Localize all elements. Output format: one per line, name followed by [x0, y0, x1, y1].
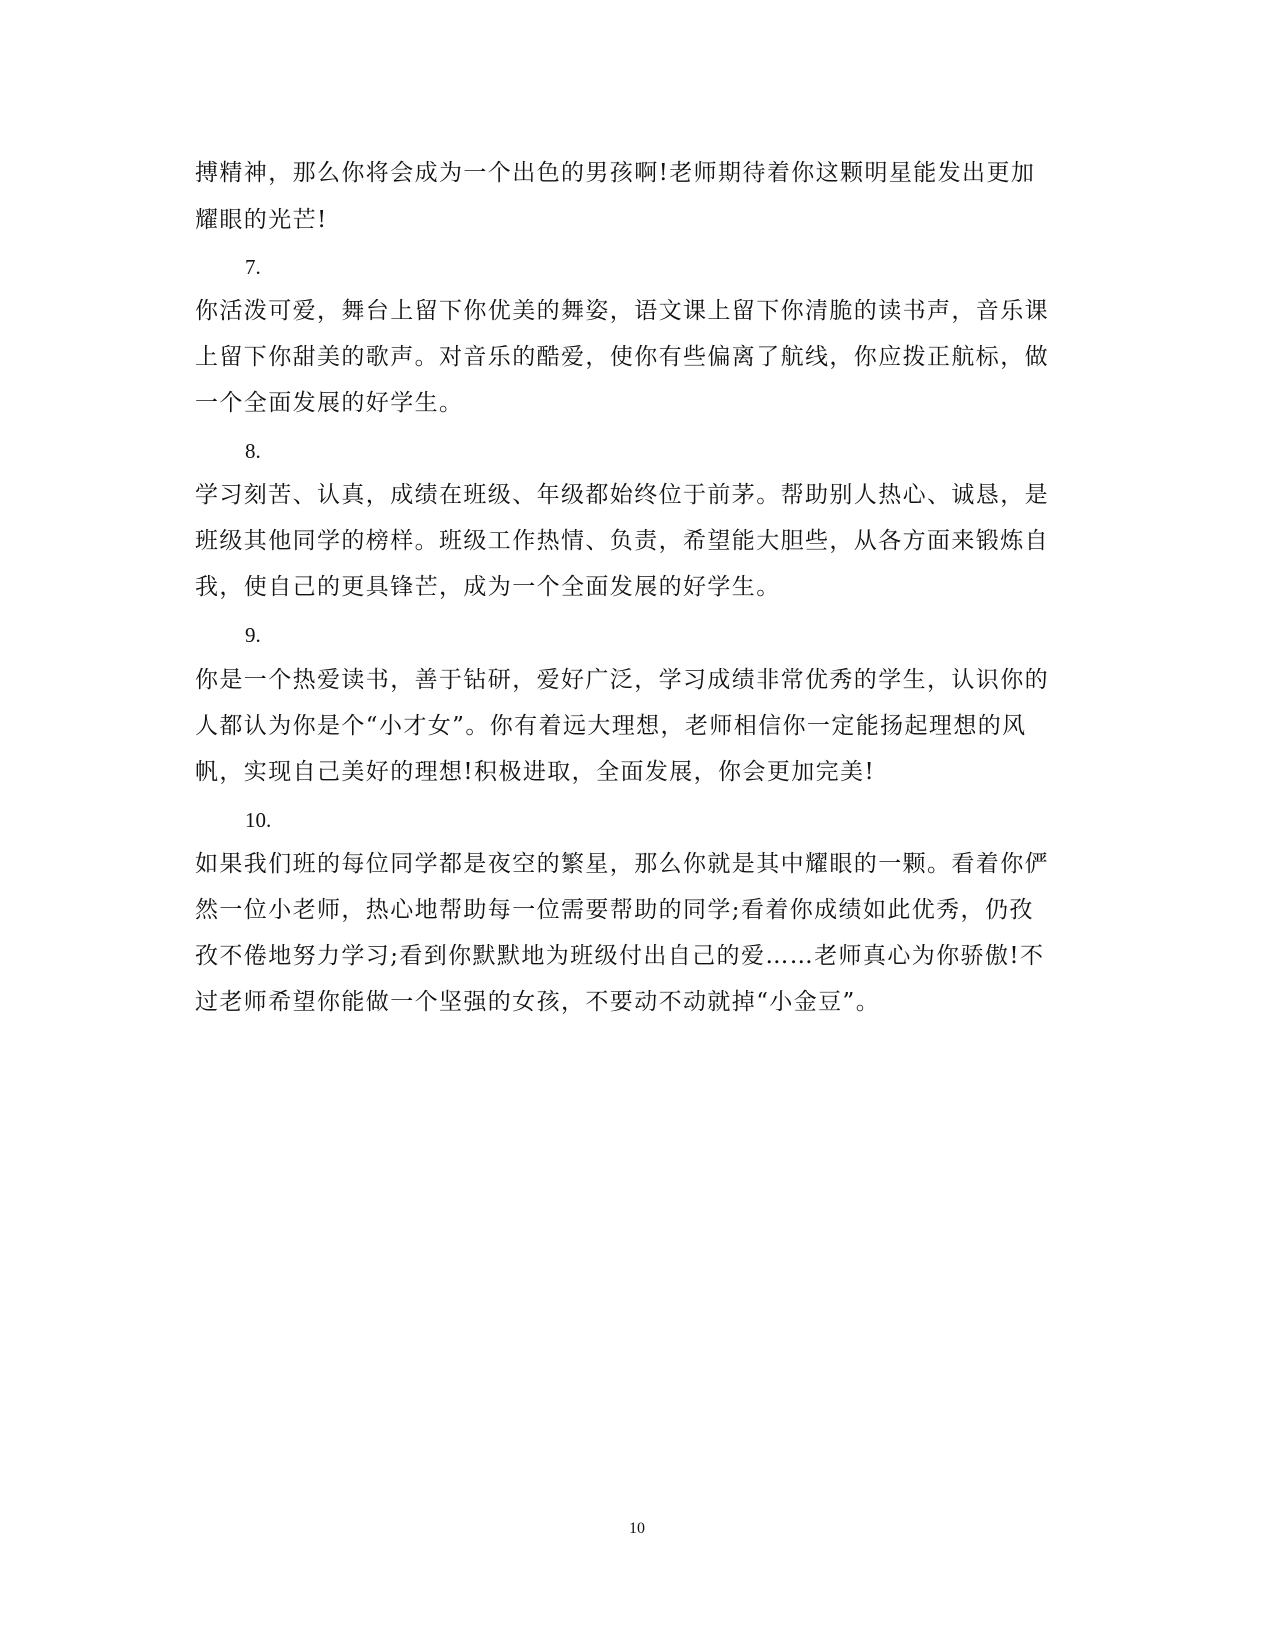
item-number: 10.: [245, 808, 272, 832]
text-line: 我，使自己的更具锋芒，成为一个全面发展的好学生。: [195, 574, 781, 600]
item-number: 9.: [245, 623, 261, 647]
text-line: 一个全面发展的好学生。: [195, 390, 464, 416]
text-line: 然一位小老师，热心地帮助每一位需要帮助的同学;看着你成绩如此优秀，仍孜: [195, 897, 1034, 923]
text-line: 班级其他同学的榜样。班级工作热情、负责，希望能大胆些，从各方面来锻炼自: [195, 528, 1049, 554]
text-line: 耀眼的光芒!: [195, 207, 328, 233]
text-line: 你是一个热爱读书，善于钻研，爱好广泛，学习成绩非常优秀的学生，认识你的: [195, 667, 1049, 693]
text-line: 如果我们班的每位同学都是夜空的繁星，那么你就是其中耀眼的一颗。看着你俨: [195, 851, 1049, 877]
item-number: 7.: [245, 255, 261, 279]
text-line: 孜不倦地努力学习;看到你默默地为班级付出自己的爱……老师真心为你骄傲!不: [195, 943, 1045, 969]
text-line: 上留下你甜美的歌声。对音乐的酷爱，使你有些偏离了航线，你应拨正航标，做: [195, 344, 1049, 370]
item-number: 8.: [245, 439, 261, 463]
text-line: 过老师希望你能做一个坚强的女孩，不要动不动就掉“小金豆”。: [195, 989, 881, 1015]
page-number: 10: [629, 1520, 645, 1537]
text-line: 学习刻苦、认真，成绩在班级、年级都始终位于前茅。帮助别人热心、诚恳，是: [195, 482, 1049, 508]
text-line: 人都认为你是个“小才女”。你有着远大理想，老师相信你一定能扬起理想的风: [195, 713, 1027, 739]
text-line: 帆，实现自己美好的理想!积极进取，全面发展，你会更加完美!: [195, 759, 876, 785]
text-line: 搏精神，那么你将会成为一个出色的男孩啊!老师期待着你这颗明星能发出更加: [195, 160, 1036, 186]
text-line: 你活泼可爱，舞台上留下你优美的舞姿，语文课上留下你清脆的读书声，音乐课: [195, 298, 1049, 324]
